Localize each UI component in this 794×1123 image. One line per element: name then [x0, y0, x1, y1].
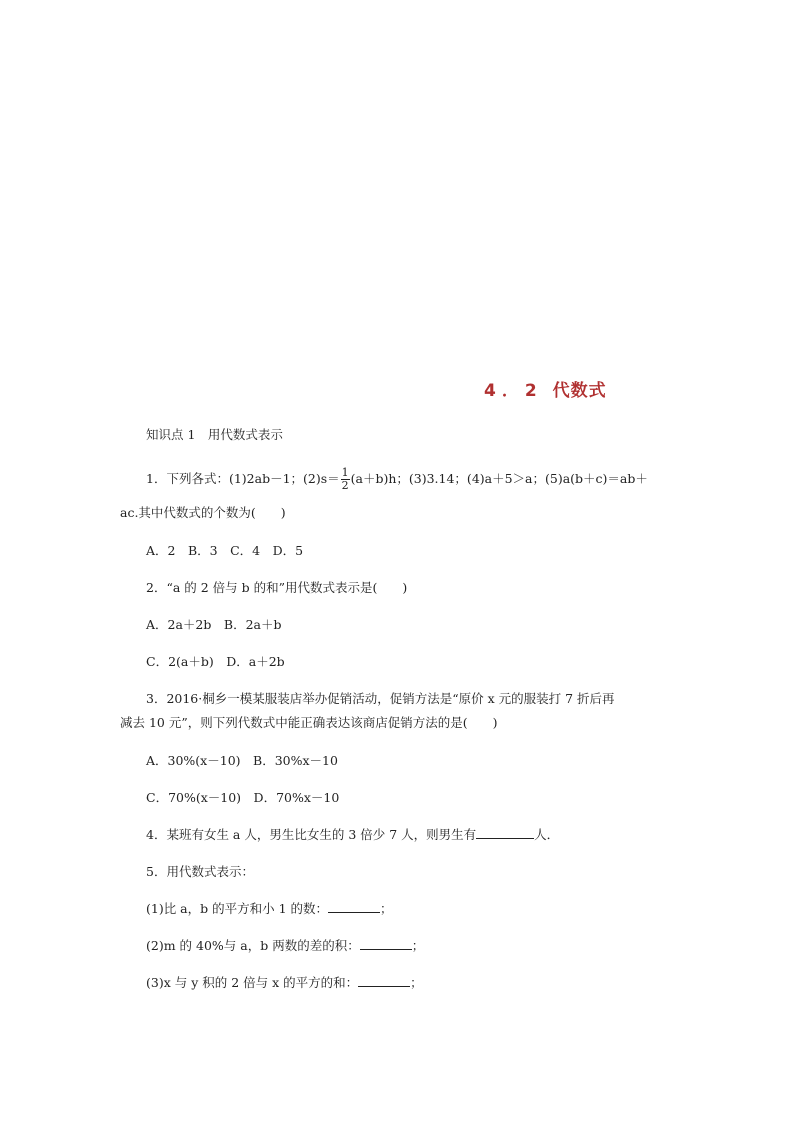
question-5-item-2: [146, 937, 424, 955]
question-3-line-2: 减去 10 元”，则下列代数式中能正确表达该商店促销方法的是( ): [120, 715, 498, 730]
question-1-line-2: ac.其中代数式的个数为( ): [120, 505, 286, 520]
question-5-item-1: [146, 900, 393, 918]
question-5-item-3: [146, 974, 423, 992]
separator: ；: [380, 901, 393, 916]
question-3-options-ab: A．30%(x－10) B．30%x－10: [146, 753, 338, 768]
section-number: 4．2: [484, 381, 543, 401]
fraction-one-half: [341, 467, 350, 492]
q1-text-part1: 1．下列各式：(1)2ab－1；(2)s＝: [146, 471, 340, 486]
question-1-options: A．2 B．3 C．4 D．5: [146, 543, 304, 558]
question-3-options-cd: C．70%(x－10) D．70%x－10: [146, 790, 340, 805]
fraction-numerator: 1: [341, 466, 349, 479]
q4-text-after: 人．: [534, 827, 560, 842]
q4-text-before: 4．某班有女生 a 人，男生比女生的 3 倍少 7 人，则男生有: [146, 827, 477, 842]
answer-blank: [476, 826, 534, 839]
knowledge-point-heading: 知识点 1 用代数式表示: [146, 427, 283, 442]
question-3-line-1: 3．2016·桐乡一模某服装店举办促销活动，促销方法是“原价 x 元的服装打 7 折后再: [146, 691, 615, 706]
answer-blank: [328, 900, 380, 913]
question-2-options-cd: C．2(a＋b) D．a＋2b: [146, 654, 285, 669]
q5-item2-text: (2)m 的 40%与 a，b 两数的差的积：: [146, 938, 360, 953]
answer-blank: [358, 974, 410, 987]
q1-text-part2: (a＋b)h；(3)3.14；(4)a＋5＞a；(5)a(b＋c)＝ab＋: [350, 471, 648, 486]
q5-item3-text: (3)x 与 y 积的 2 倍与 x 的平方的和：: [146, 975, 359, 990]
q5-item1-text: (1)比 a，b 的平方和小 1 的数：: [146, 901, 329, 916]
question-4-text: [146, 826, 559, 844]
question-2-options-ab: A．2a＋2b B．2a＋b: [146, 617, 282, 632]
separator: ；: [410, 975, 423, 990]
answer-blank: [360, 937, 412, 950]
question-2-text: 2．“a 的 2 倍与 b 的和”用代数式表示是( ): [146, 580, 408, 595]
question-1-line-1: [146, 467, 648, 492]
fraction-denominator: 2: [341, 479, 349, 492]
page-title: [484, 376, 607, 401]
section-title-text: 代数式: [552, 381, 607, 401]
question-5-title: 5．用代数式表示：: [146, 864, 254, 879]
separator: ；: [411, 938, 425, 953]
